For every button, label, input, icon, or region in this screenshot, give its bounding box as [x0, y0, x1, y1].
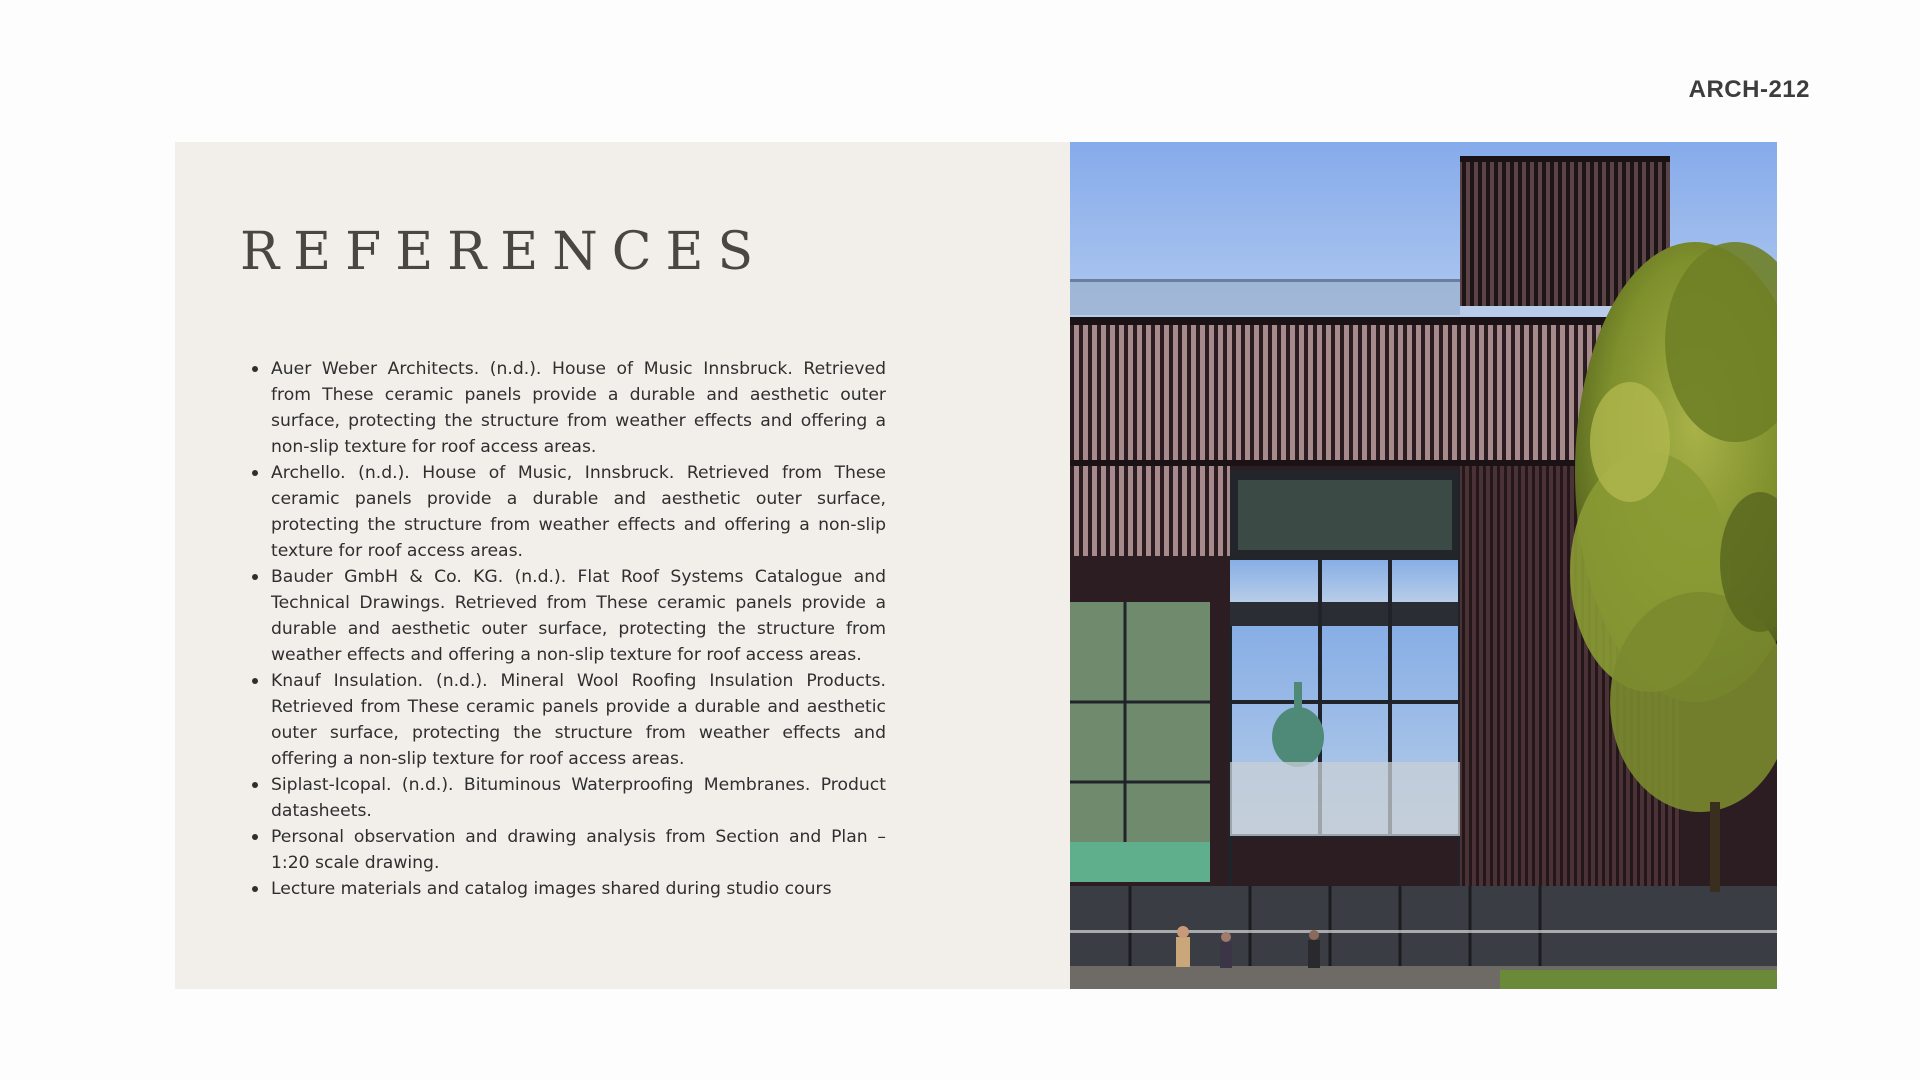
list-item [271, 460, 886, 564]
bullet-icon [252, 678, 258, 684]
list-item [271, 668, 886, 772]
list-item [271, 824, 886, 876]
bullet-icon [252, 574, 258, 580]
facade-illustration [1070, 142, 1777, 989]
reference-text: Lecture materials and catalog images shared during studio cours [271, 879, 832, 899]
course-code: ARCH-212 [1688, 76, 1810, 103]
list-item [271, 772, 886, 824]
bullet-icon [252, 886, 258, 892]
bullet-icon [252, 470, 258, 476]
reference-text: Personal observation and drawing analysis from Section and Plan – 1:20 scale drawing. [271, 827, 886, 873]
list-item [271, 356, 886, 460]
reference-text: Bauder GmbH & Co. KG. (n.d.). Flat Roof Systems Catalogue and Technical Drawings. Retrieved from These ceramic panels provide a durable and aesthetic outer surface, protecting the structure from weather effects and offering a non-slip texture for roof access areas. [271, 567, 886, 665]
bullet-icon [252, 366, 258, 372]
references-panel [175, 142, 1070, 989]
page-title: REFERENCES [240, 222, 768, 282]
reference-text: Auer Weber Architects. (n.d.). House of Music Innsbruck. Retrieved from These ceramic panels provide a durable and aesthetic outer surface, protecting the structure from weather effects and offering a non-slip texture for roof access areas. [271, 359, 886, 457]
list-item [271, 876, 886, 902]
references-list [271, 356, 886, 902]
bullet-icon [252, 782, 258, 788]
reference-text: Archello. (n.d.). House of Music, Innsbruck. Retrieved from These ceramic panels provide a durable and aesthetic outer surface, protecting the structure from weather effects and offering a non-slip texture for roof access areas. [271, 463, 886, 561]
building-facade-photo [1070, 142, 1777, 989]
list-item [271, 564, 886, 668]
bullet-icon [252, 834, 258, 840]
reference-text: Knauf Insulation. (n.d.). Mineral Wool Roofing Insulation Products. Retrieved from These ceramic panels provide a durable and aesthetic outer surface, protecting the structure from weather effects and offering a non-slip texture for roof access areas. [271, 671, 886, 769]
reference-text: Siplast-Icopal. (n.d.). Bituminous Waterproofing Membranes. Product datasheets. [271, 775, 886, 821]
